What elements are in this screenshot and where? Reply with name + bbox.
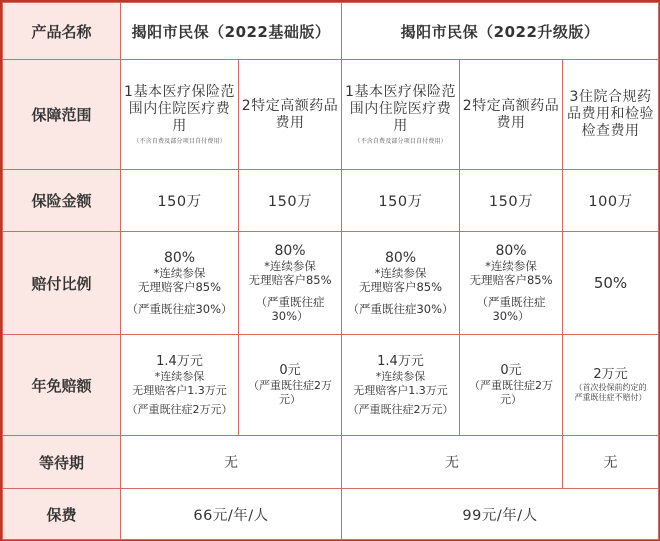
ratio-upgrade-2-severe: （严重既往症30%）	[476, 295, 546, 323]
scope-upgrade-3-text: 3住院合规药品费用和检验检查费用	[567, 89, 655, 139]
scope-upgrade-1-text: 1基本医疗保险范围内住院医疗费用	[345, 83, 456, 134]
premium-upgrade: 99元/年/人	[342, 489, 659, 540]
ratio-basic-2-sub2: 无理赔客户85%	[248, 273, 332, 287]
row-waiting-period	[3, 436, 659, 489]
scope-upgrade-2-text: 2特定高额药品费用	[462, 97, 560, 131]
deductible-basic-1-sub1: *连续参保	[154, 369, 205, 383]
deductible-upgrade-1	[342, 335, 460, 436]
amount-basic-1: 150万	[121, 170, 239, 232]
waiting-basic: 无	[121, 436, 342, 489]
deductible-basic-1-severe: （严重既往症2万元）	[126, 402, 233, 416]
scope-basic-1-text: 1基本医疗保险范围内住院医疗费用	[124, 83, 235, 134]
waiting-upgrade-12: 无	[342, 436, 563, 489]
ratio-basic-1-sub2: 无理赔客户85%	[137, 280, 222, 294]
deductible-basic-1-sub2: 无理赔客户1.3万元	[132, 383, 227, 397]
deductible-upgrade-3	[563, 335, 659, 436]
row-deductible	[3, 335, 659, 436]
deductible-upgrade-3-note1: （首次投保前约定的	[574, 383, 647, 392]
ratio-upgrade-2	[460, 232, 563, 335]
row-premium	[3, 489, 659, 540]
amount-upgrade-2: 150万	[460, 170, 563, 232]
deductible-basic-1	[121, 335, 239, 436]
ratio-upgrade-3: 50%	[563, 232, 659, 335]
product-upgrade-title: 揭阳市民保（2022升级版）	[342, 3, 659, 60]
ratio-upgrade-2-sub1: *连续参保	[485, 259, 537, 273]
deductible-basic-2	[239, 335, 342, 436]
deductible-upgrade-1-sub2: 无理赔客户1.3万元	[353, 383, 448, 397]
ratio-upgrade-1	[342, 232, 460, 335]
deductible-upgrade-3-note2: 严重既往症不赔付）	[574, 393, 647, 402]
scope-upgrade-2	[460, 60, 563, 170]
label-waiting-period: 等待期	[3, 436, 121, 489]
product-basic-title: 揭阳市民保（2022基础版）	[121, 3, 342, 60]
scope-upgrade-1	[342, 60, 460, 170]
amount-basic-2: 150万	[239, 170, 342, 232]
ratio-basic-1-main: 80%	[163, 250, 196, 266]
row-product-name	[3, 3, 659, 60]
ratio-upgrade-1-sub2: 无理赔客户85%	[358, 280, 443, 294]
ratio-basic-2-severe: （严重既往症30%）	[255, 295, 325, 323]
ratio-basic-2	[239, 232, 342, 335]
scope-basic-2-text: 2特定高额药品费用	[241, 97, 339, 131]
deductible-upgrade-2-severe: （严重既往症2万元）	[469, 379, 553, 406]
scope-basic-1	[121, 60, 239, 170]
insurance-comparison-table	[2, 2, 659, 540]
deductible-upgrade-1-sub1: *连续参保	[375, 369, 426, 383]
row-payout-ratio	[3, 232, 659, 335]
row-insured-amount	[3, 170, 659, 232]
label-product-name: 产品名称	[3, 3, 121, 60]
ratio-upgrade-2-sub2: 无理赔客户85%	[469, 273, 553, 287]
ratio-upgrade-1-sub1: *连续参保	[374, 266, 427, 280]
scope-basic-2	[239, 60, 342, 170]
ratio-basic-1-severe: （严重既往症30%）	[126, 302, 233, 316]
ratio-basic-2-main: 80%	[274, 243, 306, 259]
deductible-upgrade-3-main: 2万元	[593, 367, 628, 382]
ratio-upgrade-1-severe: （严重既往症30%）	[347, 302, 454, 316]
deductible-upgrade-2	[460, 335, 563, 436]
label-premium: 保费	[3, 489, 121, 540]
amount-upgrade-3: 100万	[563, 170, 659, 232]
label-deductible: 年免赔额	[3, 335, 121, 436]
ratio-upgrade-1-main: 80%	[384, 250, 417, 266]
ratio-basic-1	[121, 232, 239, 335]
deductible-basic-1-main: 1.4万元	[156, 353, 203, 369]
waiting-upgrade-3: 无	[563, 436, 659, 489]
label-payout-ratio: 赔付比例	[3, 232, 121, 335]
deductible-upgrade-2-main: 0元	[500, 363, 522, 378]
scope-upgrade-3	[563, 60, 659, 170]
deductible-basic-2-main: 0元	[279, 363, 301, 378]
ratio-upgrade-2-main: 80%	[495, 243, 527, 259]
ratio-basic-1-sub1: *连续参保	[153, 266, 206, 280]
deductible-upgrade-1-main: 1.4万元	[377, 353, 424, 369]
scope-basic-1-note: （不含自费及部分项目自付费用）	[133, 136, 226, 145]
row-coverage-scope	[3, 60, 659, 170]
scope-upgrade-1-note: （不含自费及部分项目自付费用）	[354, 136, 447, 145]
premium-basic: 66元/年/人	[121, 489, 342, 540]
deductible-upgrade-1-severe: （严重既往症2万元）	[347, 402, 454, 416]
amount-upgrade-1: 150万	[342, 170, 460, 232]
label-insured-amount: 保险金额	[3, 170, 121, 232]
ratio-basic-2-sub1: *连续参保	[264, 259, 316, 273]
label-coverage-scope: 保障范围	[3, 60, 121, 170]
deductible-basic-2-severe: （严重既往症2万元）	[248, 379, 332, 406]
